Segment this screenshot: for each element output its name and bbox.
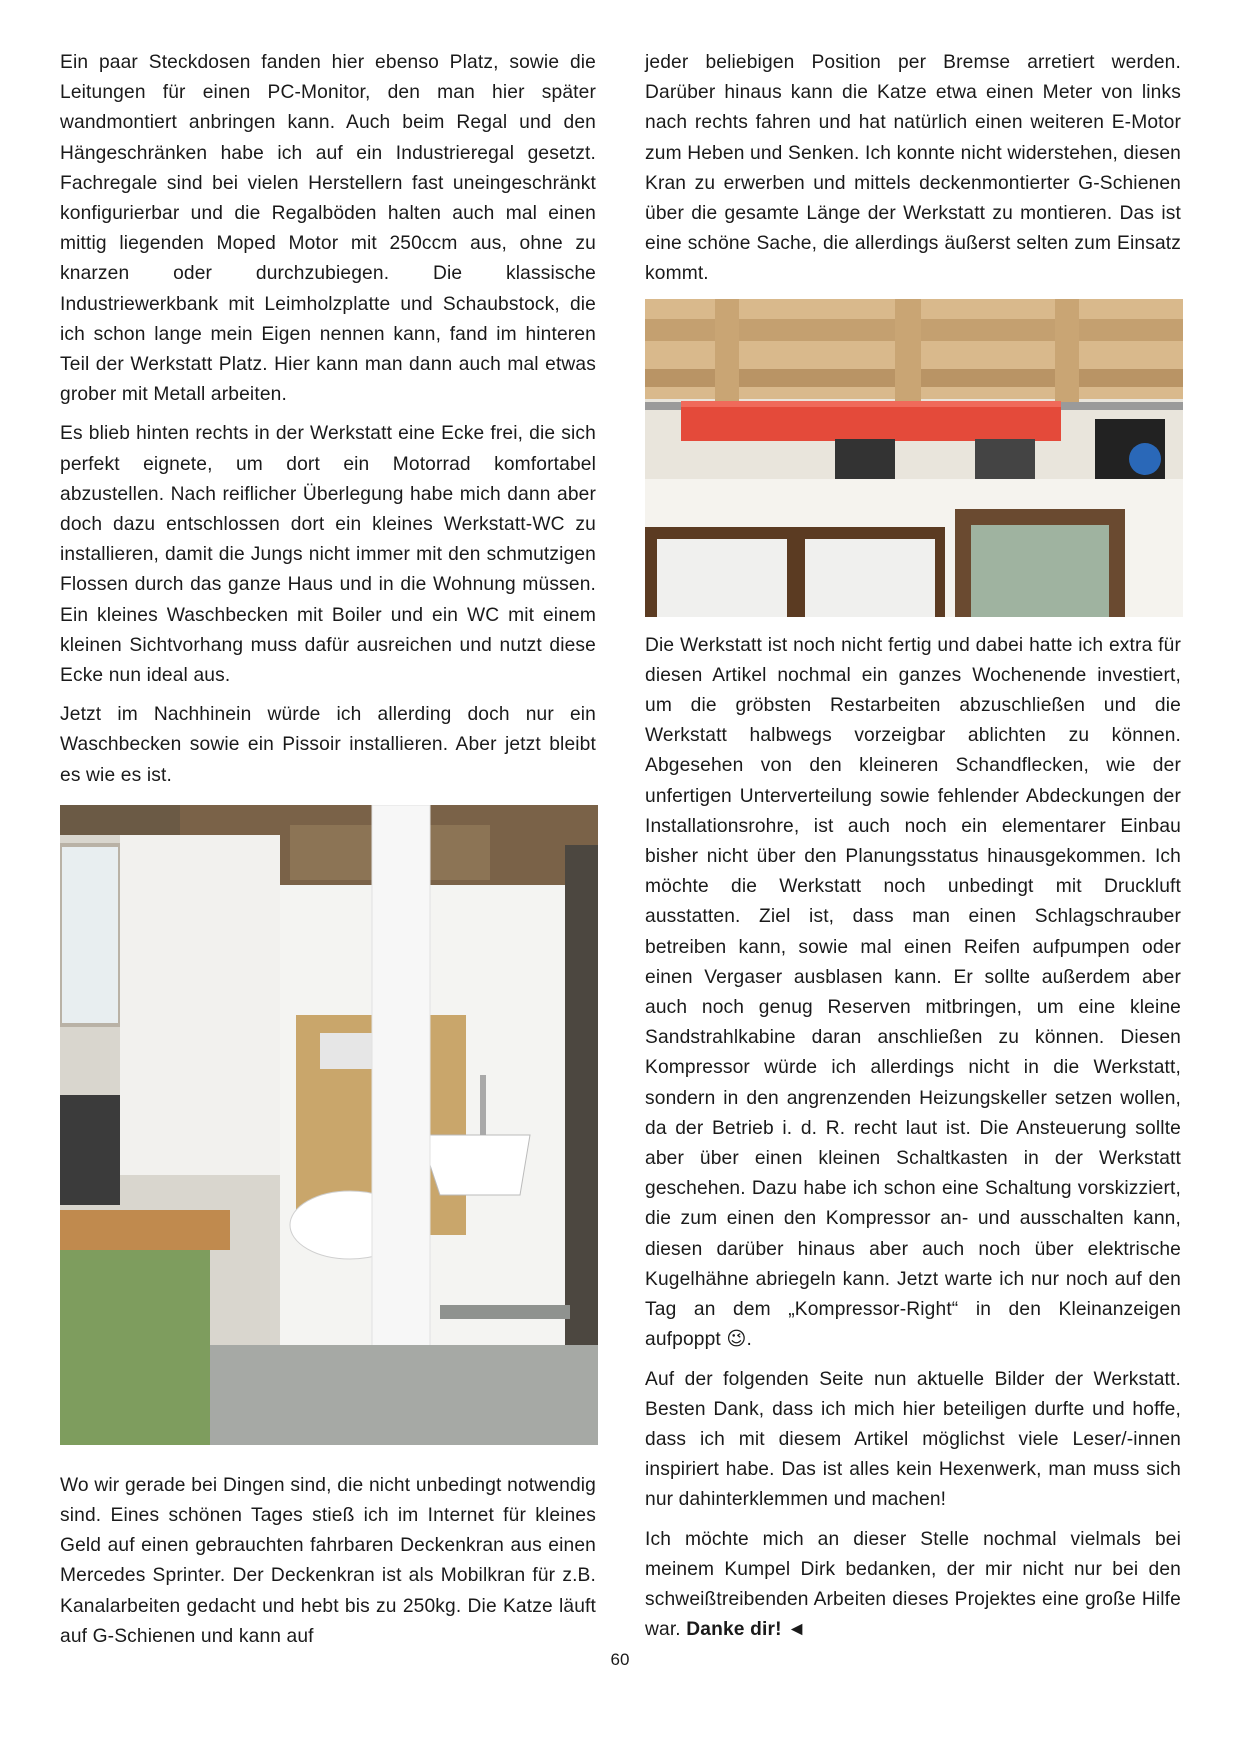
paragraph: Ein paar Steckdosen fanden hier ebenso Platz, sowie die Leitungen für einen PC-Monitor, den man hier später wandmontiert anbringen kann. Auch beim Regal und den Hängeschränken habe ich auf ein Industrieregal gesetzt. Fachregale sind bei vielen Herstellern fast uneingeschränkt konfigurierbar und die Regalböden halten auch mal einen mittig liegenden Moped Motor mit 250ccm aus, ohne zu knarzen oder durchzubiegen. Die klassische Industriewerkbank mit Leimholzplatte und Schaubstock, die ich schon lange mein Eigen nennen kann, fand im hinteren Teil der Werkstatt Platz. Hier kann man dann auch mal etwas grober mit Metall arbeiten. [60,52,596,406]
page-number: 60 [610,1650,630,1669]
closing-text: Ich möchte mich an dieser Stelle nochmal vielmals bei meinem Kumpel Dirk bedanken, der mir nicht nur bei den schweißtreibenden Arbeiten dieses Projektes eine große Hilfe war. [645,1528,1181,1641]
paragraph-closing [645,1525,1181,1646]
paragraph: Die Werkstatt ist noch nicht fertig und dabei hatte ich extra für diesen Artikel nochmal ein ganzes Wochenende investiert, um die gröbsten Restarbeiten abzuschließen und die Werkstatt halbwegs vorzeigbar ablichten zu können. Abgesehen von den kleineren Schandflecken, wie der unfertigen Unterverteilung sowie fehlender Abdeckungen der Installationsrohre, ist auch noch ein elementarer Einbau bisher nicht über den Planungsstatus hinausgekommen. Ich möchte die Werkstatt noch unbedingt mit Druckluft ausstatten. Ziel ist, dass man einen Schlagschrauber betreiben kann, sowie mal einen Reifen aufpumpen oder einen Vergaser ausblasen kann. Er sollte außerdem aber auch noch genug Reserven mitbringen, um eine kleine Sandstrahlkabine daran anschließen zu können. Diesen Kompressor würde ich allerdings nicht in die Werkstatt, sondern in den angrenzenden Heizungskeller setzen wollen, da der Betrieb i. d. R. recht laut ist. Die Ansteuerung sollte aber über einen kleinen Schaltkasten in der Werkstatt geschehen. Dazu habe ich schon eine Schaltung vorskizziert, die zum einen den Kompressor an- und ausschalten kann, diesen darüber hinaus aber auch noch über elektrische Kugelhähne abriegeln kann. Jetzt warte ich nur noch auf den Tag an dem „Kompressor-Right“ in den Kleinanzeigen aufpoppt 😉. [645,634,1181,1351]
photo-ceiling-crane-drawing [645,299,1183,617]
photo-workshop-wc-drawing [60,805,598,1445]
paragraph: Es blieb hinten rechts in der Werkstatt eine Ecke frei, die sich perfekt eignete, um dort ein Motorrad komfortabel abzustellen. Nach reiflicher Überlegung habe mich dann aber doch dazu entschlossen dort ein kleines Werkstatt-WC zu installieren, damit die Jungs nicht immer mit den schmutzigen Flossen durch das ganze Haus und in die Wohnung müssen. Ein kleines Waschbecken mit Boiler und ein WC mit einem kleinen Sichtvorhang muss dafür ausreichen und nutzt diese Ecke nun ideal aus. [60,423,596,687]
paragraph: jeder beliebigen Position per Bremse arretiert werden. Darüber hinaus kann die Katze etwa einen Meter von links nach rechts fahren und hat natürlich einen weiteren E-Motor zum Heben und Senken. Ich konnte nicht widerstehen, diesen Kran zu erwerben und mittels deckenmontierter G-Schienen über die gesamte Länge der Werkstatt zu montieren. Das ist eine schöne Sache, die allerdings äußerst selten zum Einsatz kommt. [645,52,1181,285]
paragraph: Jetzt im Nachhinein würde ich allerding doch nur ein Waschbecken sowie ein Pissoir installieren. Aber jetzt bleibt es wie es ist. [60,704,596,786]
right-column [645,48,1181,1654]
photo-ceiling-crane [645,299,1183,617]
end-mark: ◄ [781,1619,807,1641]
closing-thanks: Danke dir! [686,1619,782,1641]
photo-workshop-wc [60,805,598,1445]
paragraph: Wo wir gerade bei Dingen sind, die nicht unbedingt notwendig sind. Eines schönen Tages stieß ich im Internet für kleines Geld auf einen gebrauchten fahrbaren Deckenkran aus einen Mercedes Sprinter. Der Deckenkran ist als Mobilkran für z.B. Kanalarbeiten gedacht und hebt bis zu 250kg. Die Katze läuft auf G-Schienen und kann auf [60,1474,596,1647]
left-column [60,48,596,1661]
paragraph: Auf der folgenden Seite nun aktuelle Bilder der Werkstatt. Besten Dank, dass ich mich hier beteiligen durfte und hoffe, dass ich mit diesem Artikel möglichst viele Leser/-innen inspiriert habe. Das ist alles kein Hexenwerk, man muss sich nur dahinterklemmen und machen! [645,1368,1181,1511]
